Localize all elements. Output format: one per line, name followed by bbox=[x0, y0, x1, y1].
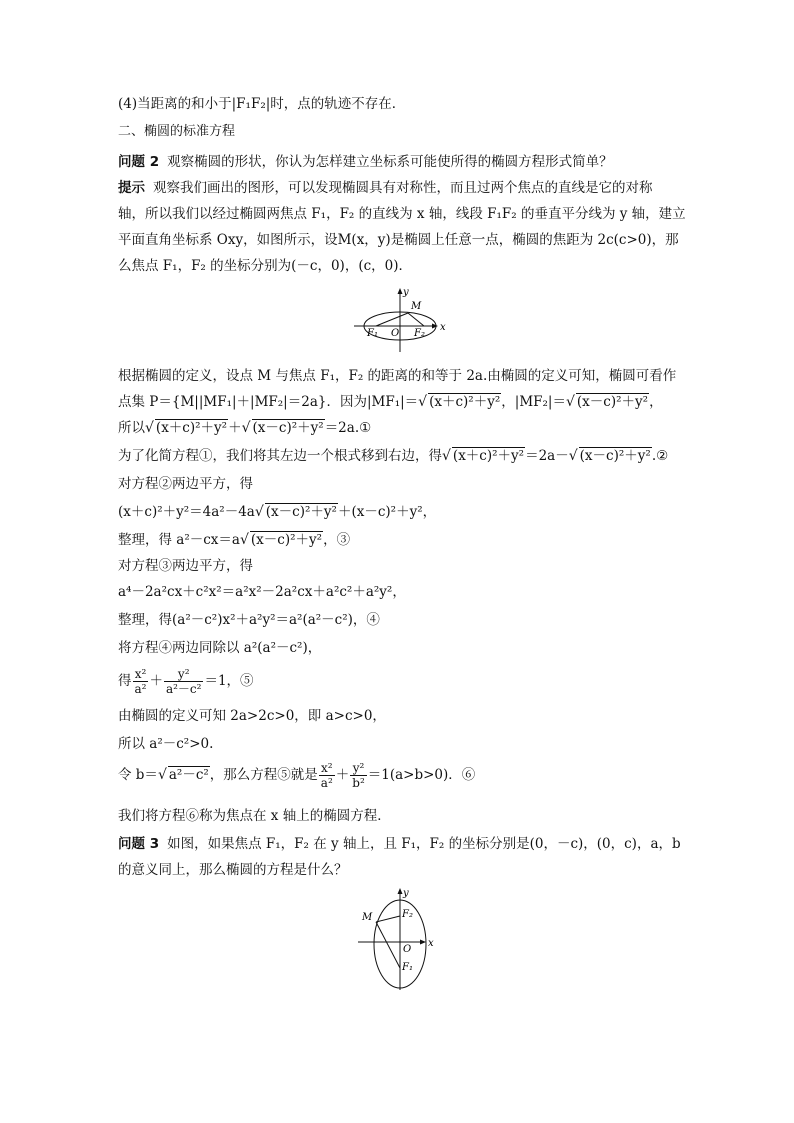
paragraph-square-3: 对方程③两边平方，得 bbox=[118, 558, 253, 574]
text-p6b: ＋(x－c)²＋y²， bbox=[337, 504, 437, 520]
hint-label: 提示 bbox=[118, 180, 145, 196]
question-2-text: 观察椭圆的形状，你认为怎样建立坐标系可能使所得的椭圆方程形式简单？ bbox=[167, 154, 613, 170]
y-axis-arrow-2 bbox=[398, 888, 403, 894]
radical-minus-2: (x－c)²＋y² bbox=[252, 420, 324, 436]
paragraph-definition-1: 根据椭圆的定义，设点 M 与焦点 F₁，F₂ 的距离的和等于 2a.由椭圆的定义可知，椭圆可看作 bbox=[118, 368, 677, 384]
text-p12b: ＋ bbox=[149, 673, 163, 689]
text-p4a: 为了化简方程①，我们将其左边一个根式移到右边，得 bbox=[118, 448, 442, 464]
equation-6: 令 b＝√ a²－c²，那么方程⑤就是 $\frac{\text{x²}}{\text{a²}}$ ＋ $\frac{\text{y²}}{\text{b²}}$ ＝1(a>b>0)．⑥ bbox=[118, 761, 476, 790]
hint-line-2: 轴，所以我们以经过椭圆两焦点 F₁，F₂ 的直线为 x 轴，线段 F₁F₂ 的垂直平分线为 y 轴，建立 bbox=[118, 206, 686, 222]
hint-line-1 bbox=[118, 178, 684, 198]
paragraph-inequality: 由椭圆的定义可知 2a>2c>0，即 a>c>0， bbox=[118, 708, 386, 724]
paragraph-square-2: 对方程②两边平方，得 bbox=[118, 476, 253, 492]
text-p12a: 得 bbox=[118, 673, 132, 689]
equation-4: 整理，得(a²－c²)x²＋a²y²＝a²(a²－c²)，④ bbox=[118, 612, 380, 628]
y-axis-arrow bbox=[398, 288, 403, 294]
fig2-label-m: M bbox=[362, 912, 373, 923]
ellipse-figure-y-axis bbox=[350, 884, 450, 994]
paragraph-divide: 将方程④两边同除以 a²(a²－c²)， bbox=[118, 640, 322, 656]
ellipse-figure-x-axis bbox=[350, 284, 450, 354]
text-p4b: ＝2a－ bbox=[525, 448, 569, 464]
text-p6a: (x＋c)²＋y²＝4a²－4a bbox=[118, 504, 255, 520]
fraction-x2-a2 bbox=[133, 667, 149, 696]
text-p7a: 整理，得 a²－cx＝a bbox=[118, 532, 240, 548]
fig2-label-y: y bbox=[403, 888, 409, 899]
frac-num-x2: x² bbox=[133, 667, 149, 682]
paragraph-case-4: (4)当距离的和小于|F₁F₂|时，点的轨迹不存在． bbox=[118, 96, 406, 112]
fig2-label-f2: F₂ bbox=[402, 909, 413, 920]
frac-den-b2-std: b² bbox=[352, 776, 365, 790]
frac-num-x2-std: x² bbox=[319, 761, 335, 776]
text-p15a: 令 b＝ bbox=[118, 767, 158, 783]
frac-num-y2-std: y² bbox=[350, 761, 367, 776]
text-p3a: 所以 bbox=[118, 420, 145, 436]
fig2-label-f1: F₁ bbox=[402, 962, 413, 973]
text-p12c: ＝1，⑤ bbox=[204, 673, 254, 689]
text-p4c: .② bbox=[651, 448, 669, 464]
question-2-label: 问题 2 bbox=[118, 154, 160, 170]
fig1-label-m: M bbox=[411, 301, 422, 312]
fraction-y2-b2-std bbox=[350, 761, 367, 790]
frac-num-y2: y² bbox=[164, 667, 204, 682]
fig1-label-o: O bbox=[391, 328, 400, 339]
radical-plus: (x＋c)²＋y² bbox=[429, 394, 501, 410]
radical-b: a²－c² bbox=[168, 767, 209, 783]
fraction-y2-a2mc2 bbox=[164, 667, 204, 696]
question-3-text-1: 如图，如果焦点 F₁，F₂ 在 y 轴上，且 F₁，F₂ 的坐标分别是(0，－c)，(0，c)，a，b bbox=[167, 836, 681, 852]
segment-mf1-v bbox=[376, 922, 400, 968]
fraction-x2-a2-std bbox=[319, 761, 335, 790]
text-p2a: 点集 P＝{M||MF₁|＋|MF₂|＝2a}．因为|MF₁|＝ bbox=[118, 394, 419, 410]
text-p15d: ＝1(a>b>0)．⑥ bbox=[367, 767, 476, 783]
text-p3c: ＝2a.① bbox=[324, 420, 372, 436]
radical-plus-2: (x＋c)²＋y² bbox=[155, 420, 228, 436]
section-heading: 二、椭圆的标准方程 bbox=[118, 124, 236, 139]
equation-5 bbox=[118, 666, 684, 696]
fig1-label-y: y bbox=[403, 287, 409, 298]
paragraph-definition-2: 点集 P＝{M||MF₁|＋|MF₂|＝2a}．因为|MF₁|＝√ (x＋c)²＋y²，|MF₂|＝√ (x－c)²＋y²， bbox=[118, 394, 663, 410]
text-p7b: ，③ bbox=[323, 532, 351, 548]
hint-line-3: 平面直角坐标系 Oxy，如图所示，设M(x，y)是椭圆上任意一点，椭圆的焦距为 2c(c>0)，那 bbox=[118, 232, 679, 248]
text-p15c: ＋ bbox=[335, 767, 350, 783]
fig1-label-x: x bbox=[440, 322, 446, 333]
radical-plus-3: (x＋c)²＋y² bbox=[452, 448, 525, 464]
radical-minus-3: (x－c)²＋y² bbox=[579, 448, 651, 464]
question-2 bbox=[118, 152, 684, 172]
paragraph-positive: 所以 a²－c²>0. bbox=[118, 736, 214, 752]
equation-2: 为了化简方程①，我们将其左边一个根式移到右边，得√ (x＋c)²＋y²＝2a－√ (x－c)²＋y².② bbox=[118, 448, 669, 464]
hint-line-4: 么焦点 F₁，F₂ 的坐标分别为(－c，0)，(c，0)． bbox=[118, 258, 413, 274]
text-p15b: ，那么方程⑤就是 bbox=[209, 767, 318, 783]
radical-minus-4: (x－c)²＋y² bbox=[265, 504, 337, 520]
equation-1: 所以√ (x＋c)²＋y²＋√ (x－c)²＋y²＝2a.① bbox=[118, 420, 372, 436]
x-axis-arrow bbox=[432, 324, 438, 329]
equation-squared: (x＋c)²＋y²＝4a²－4a√ (x－c)²＋y²＋(x－c)²＋y²， bbox=[118, 504, 437, 520]
equation-expanded: a⁴－2a²cx＋c²x²＝a²x²－2a²cx＋a²c²＋a²y²， bbox=[118, 584, 406, 600]
text-p2b: ，|MF₂|＝ bbox=[501, 394, 566, 410]
question-3-line-1 bbox=[118, 834, 684, 854]
radical-minus: (x－c)²＋y² bbox=[576, 394, 649, 410]
frac-den-a2mc2: a²－c² bbox=[165, 682, 202, 696]
question-3-line-2: 的意义同上，那么椭圆的方程是什么？ bbox=[118, 862, 348, 878]
text-p2c: ， bbox=[649, 394, 663, 410]
paragraph-standard-form: 我们将方程⑥称为焦点在 x 轴上的椭圆方程． bbox=[118, 808, 391, 824]
question-3-label: 问题 3 bbox=[118, 836, 160, 852]
frac-den-a2: a² bbox=[134, 682, 147, 696]
equation-3: 整理，得 a²－cx＝a√ (x－c)²＋y²，③ bbox=[118, 532, 351, 548]
fig1-label-f2: F₂ bbox=[414, 328, 425, 339]
hint-text-1: 观察我们画出的图形，可以发现椭圆具有对称性，而且过两个焦点的直线是它的对称 bbox=[153, 180, 653, 196]
fig1-label-f1: F₁ bbox=[367, 328, 378, 339]
segment-mf1 bbox=[376, 313, 408, 326]
fig2-label-o: O bbox=[403, 944, 412, 955]
frac-den-a2-std: a² bbox=[320, 776, 333, 790]
fig2-label-x: x bbox=[428, 938, 434, 949]
text-p3b: ＋ bbox=[228, 420, 242, 436]
x-axis-arrow-2 bbox=[420, 940, 426, 945]
radical-minus-5: (x－c)²＋y² bbox=[250, 532, 323, 548]
